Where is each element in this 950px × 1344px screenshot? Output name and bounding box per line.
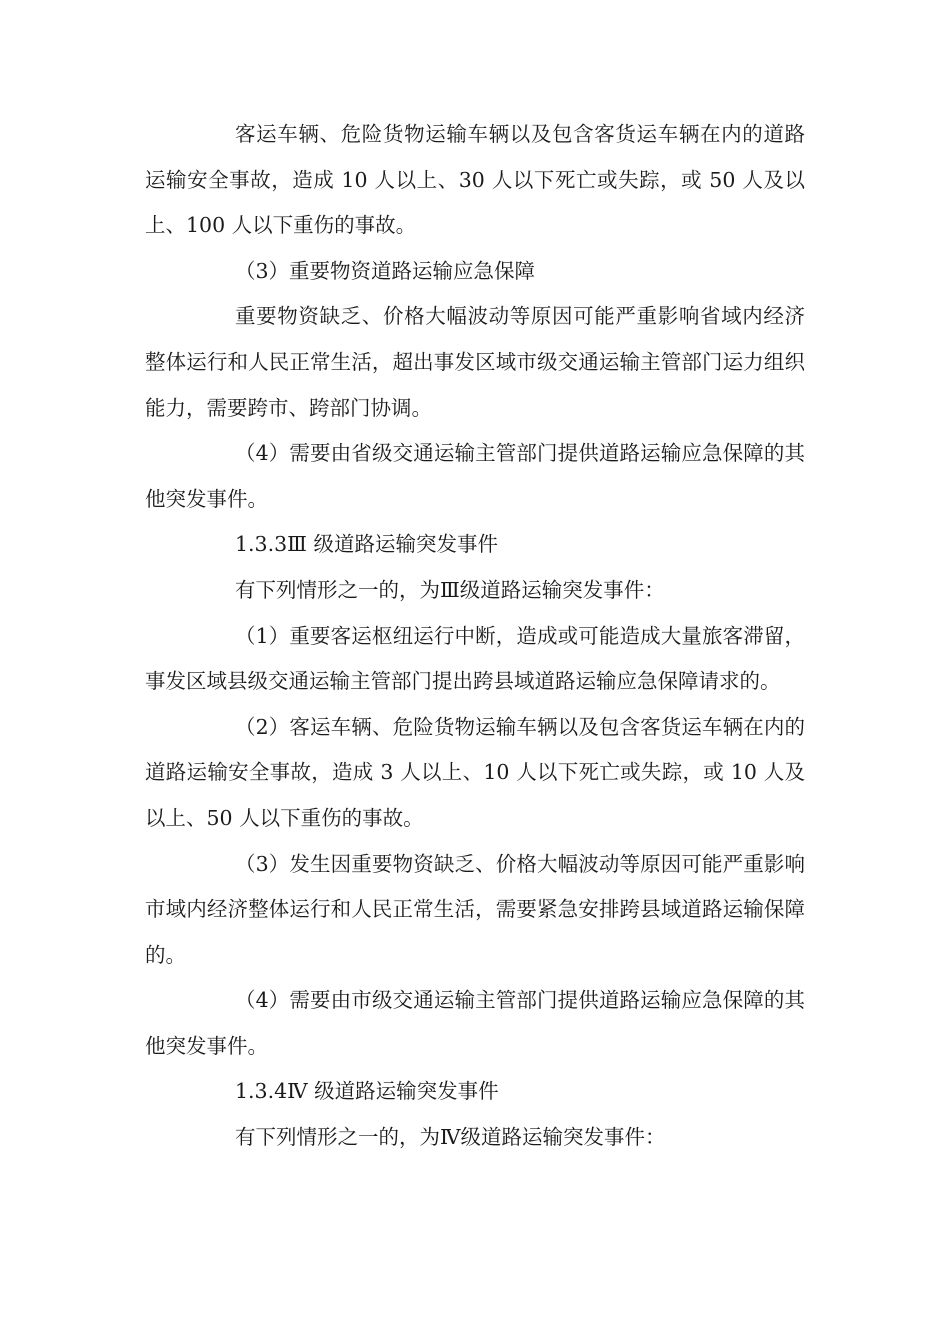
section-heading: 1.3.3Ⅲ 级道路运输突发事件 [235, 532, 498, 557]
paragraph-heading: （3）重要物资道路运输应急保障 [235, 258, 536, 283]
paragraph: 重要物资缺乏、价格大幅波动等原因可能严重影响省域内经济整体运行和人民正常生活，超出事发区域市级交通运输主管部门运力组织能力，需要跨市、跨部门协调。 [145, 304, 805, 420]
paragraph: （2）客运车辆、危险货物运输车辆以及包含客货运车辆在内的道路运输安全事故，造成 3 人以上、10 人以下死亡或失踪，或 10 人及以上、50 人以下重伤的事故。 [145, 714, 805, 830]
body-text [145, 112, 805, 1161]
section-heading: 1.3.4Ⅳ 级道路运输突发事件 [235, 1079, 499, 1104]
paragraph: 有下列情形之一的，为Ⅲ级道路运输突发事件： [235, 577, 665, 602]
paragraph: （4）需要由市级交通运输主管部门提供道路运输应急保障的其他突发事件。 [145, 988, 805, 1058]
paragraph: 客运车辆、危险货物运输车辆以及包含客货运车辆在内的道路运输安全事故，造成 10 人以上、30 人以下死亡或失踪，或 50 人及以上、100 人以下重伤的事故。 [145, 122, 805, 238]
paragraph: 有下列情形之一的，为Ⅳ级道路运输突发事件： [235, 1125, 666, 1150]
paragraph: （4）需要由省级交通运输主管部门提供道路运输应急保障的其他突发事件。 [145, 441, 805, 511]
paragraph: （1）重要客运枢纽运行中断，造成或可能造成大量旅客滞留，事发区域县级交通运输主管部门提出跨县域道路运输应急保障请求的。 [145, 623, 805, 694]
paragraph: （3）发生因重要物资缺乏、价格大幅波动等原因可能严重影响市域内经济整体运行和人民正常生活，需要紧急安排跨县域道路运输保障的。 [145, 851, 805, 967]
